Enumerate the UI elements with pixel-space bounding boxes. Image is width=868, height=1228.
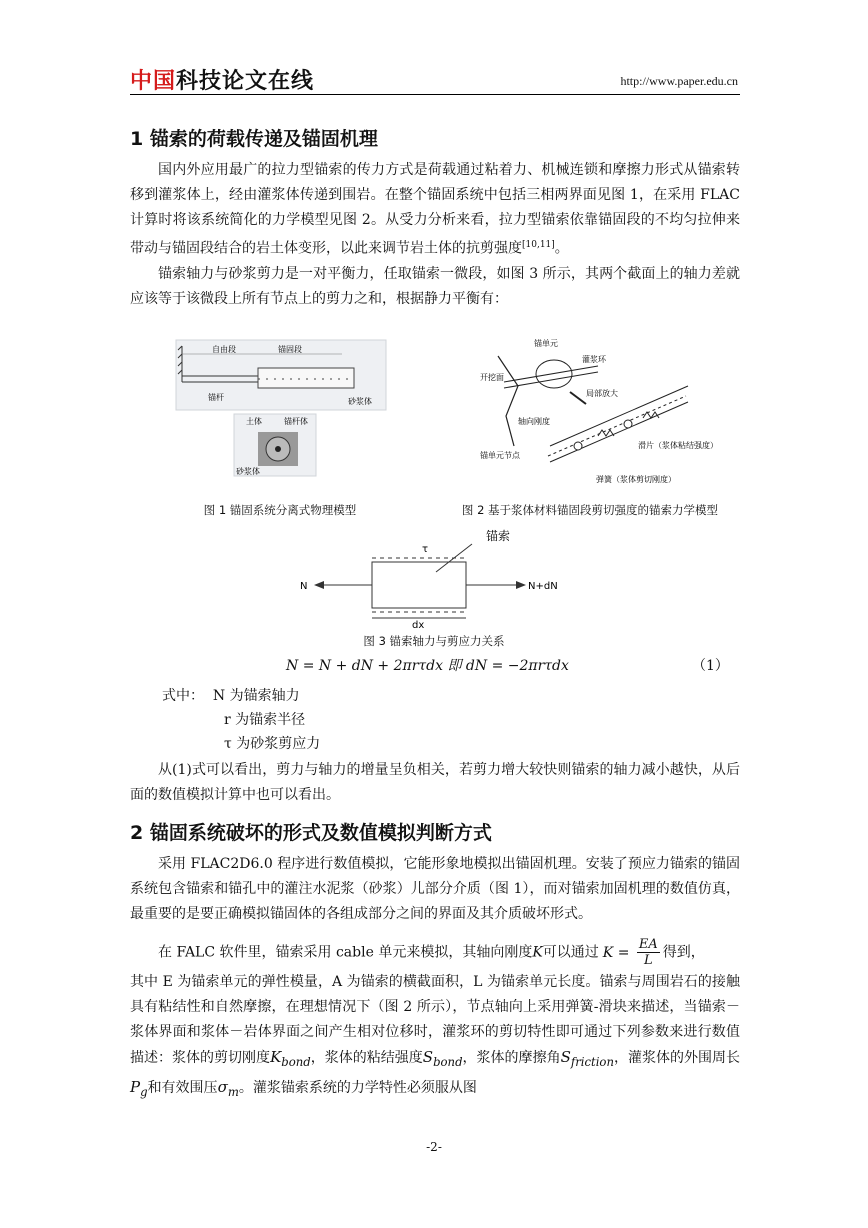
section2-paragraph-2: 在 FALC 软件里，锚索采用 cable 单元来模拟，其轴向刚度K可以通过 K = $\frac{EA}{L}$ 得到，	[158, 937, 705, 968]
figure-1-drawing	[172, 338, 388, 478]
fig3-label-tau: τ	[422, 544, 429, 555]
figure-1-caption: 图 1 锚固系统分离式物理模型	[203, 503, 357, 517]
fig2-label-unit: 锚单元	[534, 339, 558, 348]
fig1-label-anchor: 锚固段	[278, 345, 302, 354]
section1-paragraph-2: 锚索轴力与砂浆剪力是一对平衡力，任取锚索一微段，如图 3 所示，其两个截面上的轴力差就应该等于该微段上所有节点上的剪力之和，根据静力平衡有：	[130, 265, 740, 307]
section1-body	[130, 158, 740, 312]
fig2-label-axial: 轴向刚度	[518, 417, 550, 426]
after-equation-paragraph: 从(1)式可以看出，剪力与轴力的增量呈负相关，若剪力增大较快则锚索的轴力减小越快，从后面的数值模拟计算中也可以看出。	[130, 762, 740, 803]
figure-2-caption: 图 2 基于浆体材料锚固段剪切强度的锚索力学模型	[461, 503, 719, 517]
section2-paragraph-3: 其中 E 为锚索单元的弹性模量，A 为锚索的横截面积，L 为锚索单元长度。锚索与周围岩石的接触具有粘结性和自然摩擦，在理想情况下（图 2 所示），节点轴向上采用弹簧-滑块来描述，当锚索－浆体界面和浆体－岩体界面之间产生相对位移时，灌浆环的剪切特性即可通过下列参数来进行数值描述：浆体的剪切刚度$K_{bond}$，浆体的粘结强度$S_{bond}$，浆体的摩擦角$S_{friction}$，灌浆体的外围周长$P_g$和有效围压$\sigma_m$。灌浆锚索系统的力学特性必须服从图	[130, 974, 741, 1099]
header-url[interactable]: http://www.paper.edu.cn	[620, 74, 738, 88]
section1-heading: 1 锚索的荷载传递及锚固机理	[130, 128, 378, 150]
section2-paragraph-1: 采用 FLAC2D6.0 程序进行数值模拟，它能形象地模拟出锚固机理。安装了预应力锚索的锚固系统包含锚索和锚孔中的灌注水泥浆（砂浆）儿部分介质（图 1），而对锚索加固机理的数值仿真，最重要的是要正确模拟锚固体的各组成部分之间的界面及其介质破坏形式。	[130, 856, 740, 922]
equation-symbols	[162, 684, 320, 756]
fig1-label-mortar2: 砂浆体	[236, 467, 260, 476]
fig3-label-dx: dx	[412, 620, 425, 631]
fig3-label-n: N	[300, 581, 308, 592]
page-number: -2-	[426, 1140, 442, 1154]
symbols-item-3: τ 为砂浆剪应力	[224, 736, 321, 752]
header-rule	[130, 94, 740, 95]
fig2-label-slider: 滑片（浆体粘结强度）	[638, 441, 718, 450]
fig1-label-free: 自由段	[212, 345, 236, 354]
figure-3-drawing	[296, 526, 572, 630]
fig2-label-ring: 灌浆环	[582, 355, 606, 364]
fig1-label-rodbody: 锚杆体	[284, 417, 308, 426]
fig1-label-soil: 土体	[246, 417, 262, 426]
stiffness-fraction: $\frac{EA}{L}$	[638, 937, 658, 968]
fig2-label-node: 锚单元节点	[480, 451, 520, 460]
figure-3-caption: 图 3 锚索轴力与剪应力关系	[363, 634, 505, 648]
fig3-label-cable: 锚索	[486, 529, 511, 543]
fig2-label-face: 开挖面	[480, 373, 504, 382]
journal-logo: 中国科技论文在线	[130, 69, 315, 94]
equation-1-number: （1）	[692, 658, 729, 674]
fig2-label-zoom: 局部放大	[586, 389, 618, 398]
figure-1	[172, 338, 388, 478]
symbols-item-2: r 为锚索半径	[224, 712, 306, 728]
fig1-label-rod: 锚杆	[208, 393, 224, 402]
fig3-label-ndn: N+dN	[528, 581, 558, 592]
symbols-item-1: 式中： N 为锚索轴力	[162, 688, 300, 704]
fig2-label-spring: 弹簧（浆体剪切刚度）	[596, 475, 676, 484]
equation-1: N = N + dN + 2πrτdx 即 dN = −2πrτdx	[286, 658, 569, 674]
fig1-label-mortar: 砂浆体	[348, 397, 372, 406]
section1-paragraph-1: 国内外应用最广的拉力型锚索的传力方式是荷载通过粘着力、机械连锁和摩擦力形式从锚索转移到灌浆体上，经由灌浆体传递到围岩。在整个锚固系统中包括三相两界面见图 1，在采用 FLAC 计算时将该系统简化的力学模型见图 2。从受力分析来看，拉力型锚索依靠锚固段的不均匀拉伸来带动与锚固段结合的岩土体变形，以此来调节岩土体的抗剪强度[10,11]。	[130, 162, 740, 257]
figure-2	[478, 336, 718, 496]
figure-2-drawing	[478, 336, 718, 496]
section2-heading: 2 锚固系统破坏的形式及数值模拟判断方式	[130, 822, 492, 844]
figure-3	[296, 526, 572, 630]
